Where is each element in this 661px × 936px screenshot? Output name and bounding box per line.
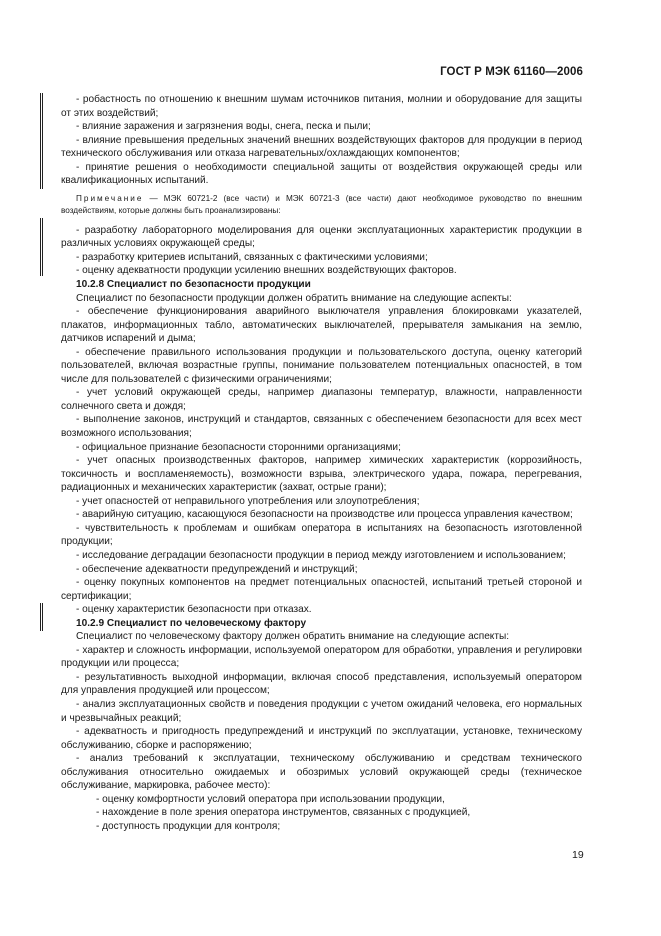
list-item: - влияние превышения предельных значений внешних воздействующих факторов для продукции в период технического обслуживания или отказа нагревательных/охлаждающих компонентов; (61, 134, 582, 160)
list-item: - оценку адекватности продукции усилению внешних воздействующих факторов. (76, 265, 457, 277)
change-bar (40, 93, 43, 189)
page-number: 19 (572, 849, 584, 861)
list-item: - учет опасностей от неправильного употребления или злоупотребления; (76, 495, 420, 507)
change-bar (40, 218, 43, 276)
list-item: - учет опасных производственных факторов, например химических характеристик (коррозийность, токсичность и воспламеняемость), возможности взрыва, электрического удара, пожара, перегревания, радиационных и механических характеристик (захват, острые грани); (61, 455, 582, 494)
section-heading: 10.2.9 Специалист по человеческому фактору (76, 617, 307, 629)
list-item: - анализ эксплуатационных свойств и поведения продукции с учетом ожиданий человека, его нормальных и чрезвычайных реакций; (61, 698, 582, 724)
note-label: Примечание (76, 193, 144, 203)
list-item: - принятие решения о необходимости специальной защиты от воздействия окружающей среды или квалификационных испытаний. (61, 161, 582, 187)
list-item: - влияние заражения и загрязнения воды, снега, песка и пыли; (76, 121, 371, 133)
list-item: - официальное признание безопасности сторонними организациями; (76, 441, 401, 453)
list-item: - анализ требований к эксплуатации, техническому обслуживанию и средствам технического обслуживания относительно ожидаемых и обозримых условий окружающей среды (техническое обслуживание, маркировка, рабочее место): (61, 753, 582, 792)
list-item: - разработку лабораторного моделирования для оценки эксплуатационных характеристик продукции в различных условиях окружающей среды; (61, 224, 582, 250)
list-item: - обеспечение правильного использования продукции и пользовательского доступа, оценку категорий пользователей, включая возрастные группы, понимание пользователем потенциальных опасностей, в том числе для пользователей с физическими ограничениями; (61, 346, 582, 385)
list-item: - оценку характеристик безопасности при отказах. (76, 604, 312, 616)
note-text: — МЭК 60721-2 (все части) и МЭК 60721-3 (все части) дают необходимое руководство по внешним воздействиям, которые должны быть проанализированы: (61, 193, 582, 215)
section-heading: 10.2.8 Специалист по безопасности продукции (76, 279, 311, 291)
list-item: - робастность по отношению к внешним шумам источников питания, молнии и оборудование для защиты от этих воздействий; (61, 94, 582, 119)
change-bar (40, 603, 43, 631)
document-header: ГОСТ Р МЭК 61160—2006 (440, 66, 583, 78)
list-item: - разработку критериев испытаний, связанных с фактическими условиями; (76, 251, 428, 263)
sub-list-item: - нахождение в поле зрения оператора инструментов, связанных с продукцией, (96, 807, 471, 819)
list-item: - учет условий окружающей среды, например диапазоны температур, влажности, направленности солнечного света и дождя; (61, 387, 582, 412)
list-item: - чувствительность к проблемам и ошибкам оператора в испытаниях на безопасность изготовленной продукции; (61, 522, 582, 548)
sub-list-item: - доступность продукции для контроля; (96, 820, 281, 832)
list-item: - характер и сложность информации, используемой оператором для обработки, управления и регулировки продукции или процесса; (61, 644, 582, 670)
list-item: - аварийную ситуацию, касающуюся безопасности на производстве или процесса управления качеством; (76, 509, 573, 521)
note (61, 193, 582, 217)
list-item: - исследование деградации безопасности продукции в период между изготовлением и использованием; (76, 549, 566, 561)
section-intro: Специалист по человеческому фактору должен обратить внимание на следующие аспекты: (76, 631, 510, 643)
list-item: - оценку покупных компонентов на предмет потенциальных опасностей, испытаний третьей стороной и сертификации; (61, 577, 582, 602)
list-item: - адекватность и пригодность предупреждений и инструкций по эксплуатации, установке, техническому обслуживанию, сборке и распоряжению; (61, 726, 582, 751)
document-body (61, 93, 582, 833)
list-item: - выполнение законов, инструкций и стандартов, связанных с обеспечением безопасности для всех мест возможного использования; (61, 414, 582, 440)
list-item: - результативность выходной информации, включая способ представления, используемый оператором для управления продукцией или процессом; (61, 671, 582, 697)
sub-list-item: - оценку комфортности условий оператора при использовании продукции, (96, 793, 445, 805)
list-item: - обеспечение функционирования аварийного выключателя управления блокировками указателей, плакатов, информационных табло, автоматических выключателей, прерывателя замыкания на землю, датчиков испарений и дыма; (61, 306, 582, 345)
list-item: - обеспечение адекватности предупреждений и инструкций; (76, 563, 358, 575)
section-intro: Специалист по безопасности продукции должен обратить внимание на следующие аспекты: (76, 292, 512, 304)
